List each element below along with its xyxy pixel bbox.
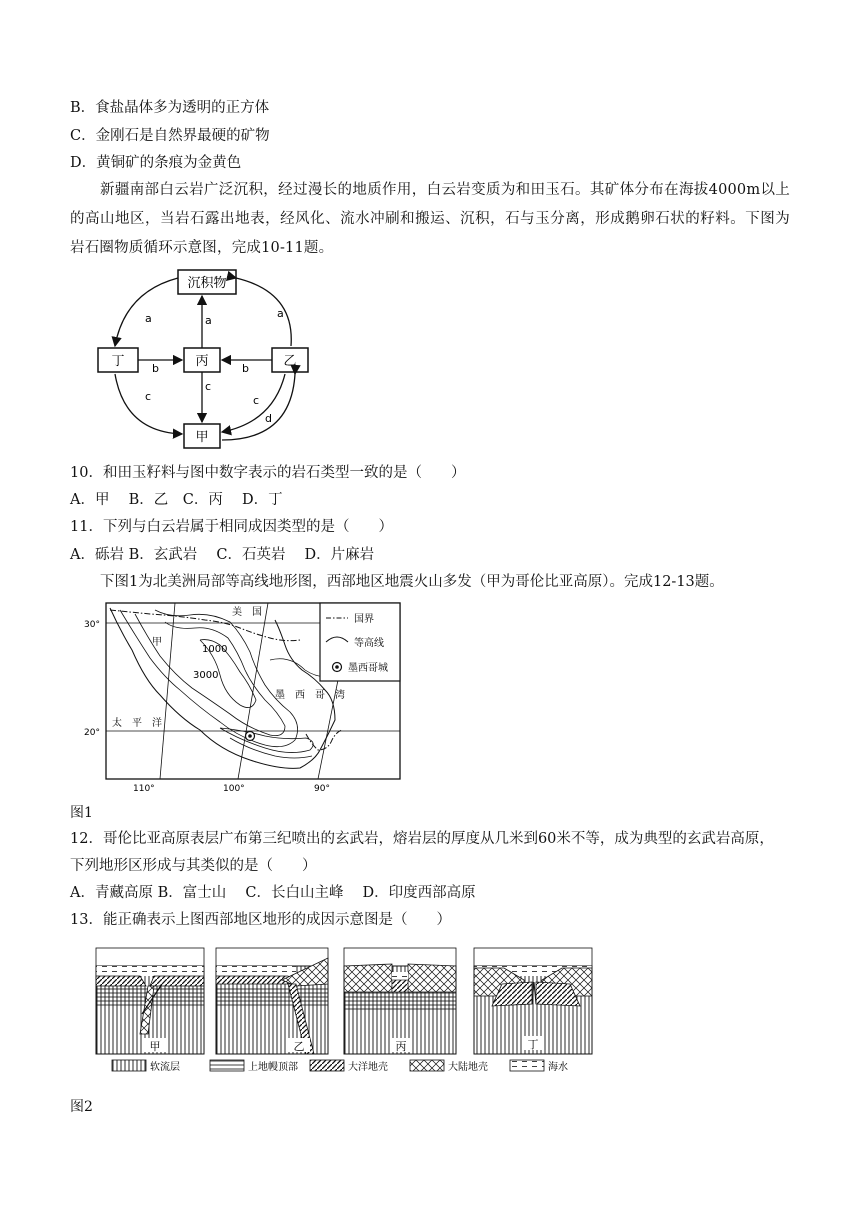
passage-north-america: 下图1为北美洲局部等高线地形图，西部地区地震火山多发（甲为哥伦比亚高原）。完成12-13题。 [100,574,724,590]
legend-contour: 等高线 [354,638,384,649]
label-lon-90: 90° [314,784,330,794]
fig2-legend [112,1060,568,1073]
legend-border: 国界 [354,614,374,625]
q13-stem: 13．能正确表示上图西部地区地形的成因示意图是（ ） [70,912,451,928]
label-yi: 乙 [283,354,297,369]
arrow-b-left: b [152,362,159,375]
option-b-prev: B．食盐晶体多为透明的正方体 [70,100,270,116]
arrow-a-left: a [145,312,152,325]
arrow-c-right: c [253,394,260,407]
arrow-a-right: a [277,307,284,320]
panel-jia [96,948,204,1054]
figure-2-caption: 图2 [70,1099,93,1115]
legend-mexico-city: 墨西哥城 [348,663,388,674]
label-jia: 甲 [195,430,209,445]
q11-options: A．砾岩 B．玄武岩 C．石英岩 D．片麻岩 [70,547,375,563]
panel-label-yi: 乙 [293,1040,305,1053]
rock-cycle-diagram [95,262,320,452]
north-america-contour-map [80,600,410,795]
panel-ding [474,948,592,1054]
label-ding: 丁 [111,354,125,369]
arrow-c-left: c [145,390,152,403]
option-d-prev: D．黄铜矿的条痕为金黄色 [70,155,242,171]
q12-stem-line1: 12．哥伦比亚高原表层广布第三纪喷出的玄武岩，熔岩层的厚度从几米到60米不等，成为典型的玄武岩高原， [70,831,774,847]
panel-label-bing: 丙 [395,1040,407,1053]
legend-oceanic-crust: 大洋地壳 [348,1062,388,1073]
label-lon-100: 100° [223,784,245,794]
q10-stem: 10．和田玉籽料与图中数字表示的岩石类型一致的是（ ） [70,465,466,481]
label-contour-3000: 3000 [193,670,219,681]
label-usa: 美 国 [232,607,262,618]
label-jia-plateau: 甲 [152,637,162,648]
label-bing: 丙 [195,354,209,369]
q10-options: A．甲 B．乙 C．丙 D．丁 [70,492,283,508]
label-lon-110: 110° [133,784,155,794]
legend-seawater: 海水 [548,1062,568,1073]
panel-label-jia: 甲 [149,1040,161,1053]
label-sediment: 沉积物 [187,276,227,291]
label-gulf-of-mexico: 墨 西 哥 湾 [275,690,345,701]
legend-asthenosphere: 软流层 [150,1062,180,1073]
q12-options: A．青藏高原 B．富士山 C．长白山主峰 D．印度西部高原 [70,885,476,901]
arrow-b-right: b [242,362,249,375]
label-contour-1000: 1000 [202,644,228,655]
option-c-prev: C．金刚石是自然界最硬的矿物 [70,128,270,144]
arrow-d-right: d [265,412,272,425]
q12-stem-line2: 下列地形区形成与其类似的是（ ） [70,858,317,874]
legend-upper-mantle: 上地幔顶部 [248,1062,298,1073]
passage-hetian-jade: 新疆南部白云岩广泛沉积，经过漫长的地质作用，白云岩变质为和田玉石。其矿体分布在海拔4000m以上的高山地区，当岩石露出地表，经风化、流水冲刷和搬运、沉积，石与玉分离，形成鹅卵石状的籽料。下图为岩石圈物质循环示意图，完成10-11题。 [70,182,790,256]
legend-continental-crust: 大陆地壳 [448,1062,488,1073]
panel-yi [216,948,328,1054]
arrow-c-center: c [205,380,212,393]
plate-boundary-diagrams [92,944,602,1076]
q11-stem: 11．下列与白云岩属于相同成因类型的是（ ） [70,519,393,535]
panel-label-ding: 丁 [527,1038,539,1051]
arrow-a-center: a [205,314,212,327]
panel-bing [344,948,456,1054]
label-lat-30: 30° [84,620,100,630]
label-pacific: 太 平 洋 [112,718,162,729]
figure-1-caption: 图1 [70,805,93,821]
label-lat-20: 20° [84,728,100,738]
